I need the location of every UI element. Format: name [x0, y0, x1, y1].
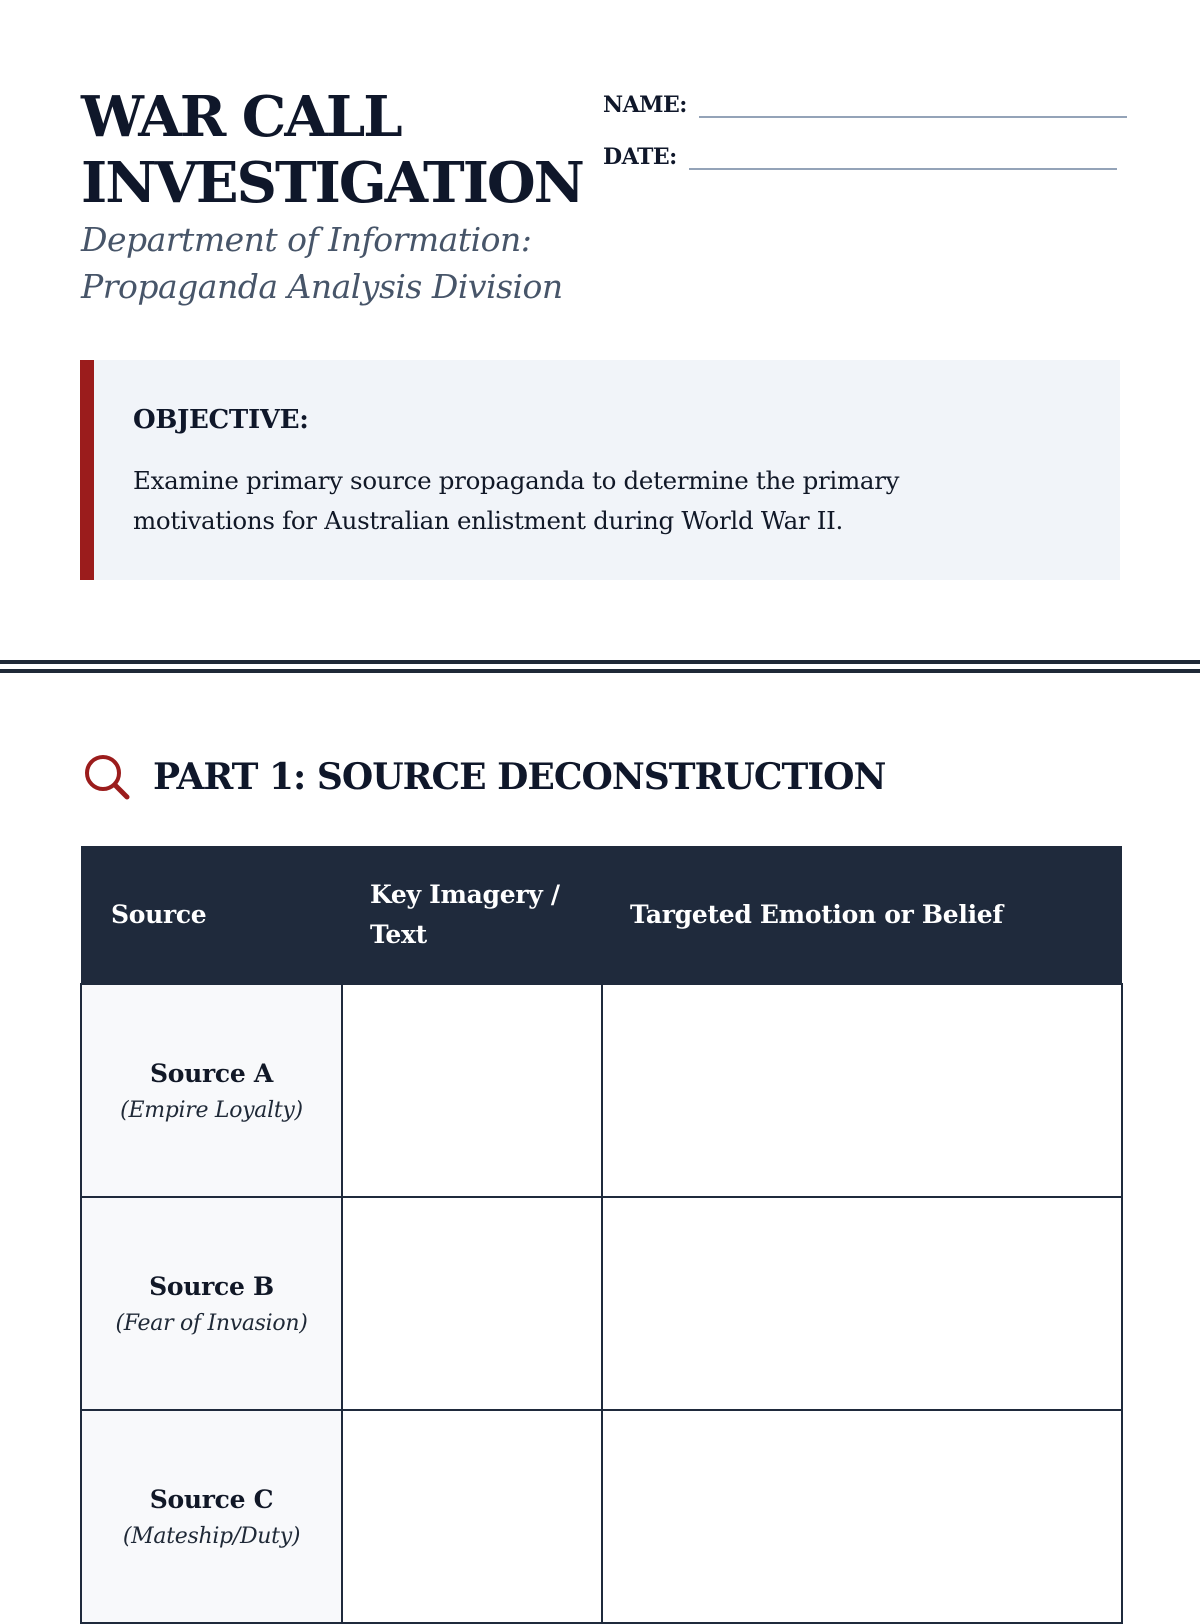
part1-title: PART 1: SOURCE DECONSTRUCTION [153, 756, 886, 798]
source-name: Source A [150, 1058, 273, 1088]
subtitle-line-2: Propaganda Analysis Division [81, 267, 563, 306]
imagery-answer-cell[interactable] [342, 1197, 602, 1410]
page-subtitle [81, 216, 641, 310]
name-input-line[interactable] [699, 86, 1127, 118]
name-field [603, 86, 1127, 118]
divider-rule-top [0, 660, 1200, 664]
name-label: NAME: [603, 92, 687, 118]
emotion-answer-cell[interactable] [602, 1197, 1122, 1410]
part1-heading [82, 752, 885, 802]
table-header-row [81, 846, 1122, 984]
column-header-imagery [342, 846, 602, 984]
title-line-2: INVESTIGATION [81, 150, 583, 216]
date-label: DATE: [603, 144, 677, 170]
divider-rule-bottom [0, 669, 1200, 673]
emotion-answer-cell[interactable] [602, 984, 1122, 1197]
column-header-emotion: Targeted Emotion or Belief [602, 846, 1122, 984]
page-title [81, 84, 621, 216]
source-theme: (Mateship/Duty) [122, 1523, 301, 1549]
column-header-imagery-line-1: Key Imagery / [370, 879, 560, 909]
search-icon [82, 752, 132, 802]
source-theme: (Fear of Invasion) [115, 1310, 308, 1336]
objective-box [80, 360, 1120, 580]
source-cell [81, 984, 342, 1197]
title-line-1: WAR CALL [81, 84, 401, 150]
source-cell [81, 1410, 342, 1623]
imagery-answer-cell[interactable] [342, 1410, 602, 1623]
date-field [603, 138, 1117, 170]
source-name: Source B [149, 1271, 274, 1301]
source-cell [81, 1197, 342, 1410]
date-input-line[interactable] [689, 138, 1117, 170]
source-name: Source C [149, 1484, 274, 1514]
source-deconstruction-table [80, 846, 1121, 1624]
emotion-answer-cell[interactable] [602, 1410, 1122, 1623]
column-header-imagery-line-2: Text [370, 919, 427, 949]
analysis-table [80, 846, 1123, 1624]
subtitle-line-1: Department of Information: [81, 220, 532, 259]
section-divider [0, 660, 1200, 674]
table-row [81, 1410, 1122, 1623]
objective-text [133, 461, 1013, 541]
imagery-answer-cell[interactable] [342, 984, 602, 1197]
table-row [81, 1197, 1122, 1410]
source-theme: (Empire Loyalty) [120, 1097, 303, 1123]
objective-text-line-1: Examine primary source propaganda to determine the primary [133, 466, 900, 495]
objective-label: OBJECTIVE: [133, 405, 309, 435]
table-row [81, 984, 1122, 1197]
objective-text-line-2: motivations for Australian enlistment during World War II. [133, 506, 844, 535]
column-header-source: Source [81, 846, 342, 984]
worksheet-header [81, 84, 1121, 314]
